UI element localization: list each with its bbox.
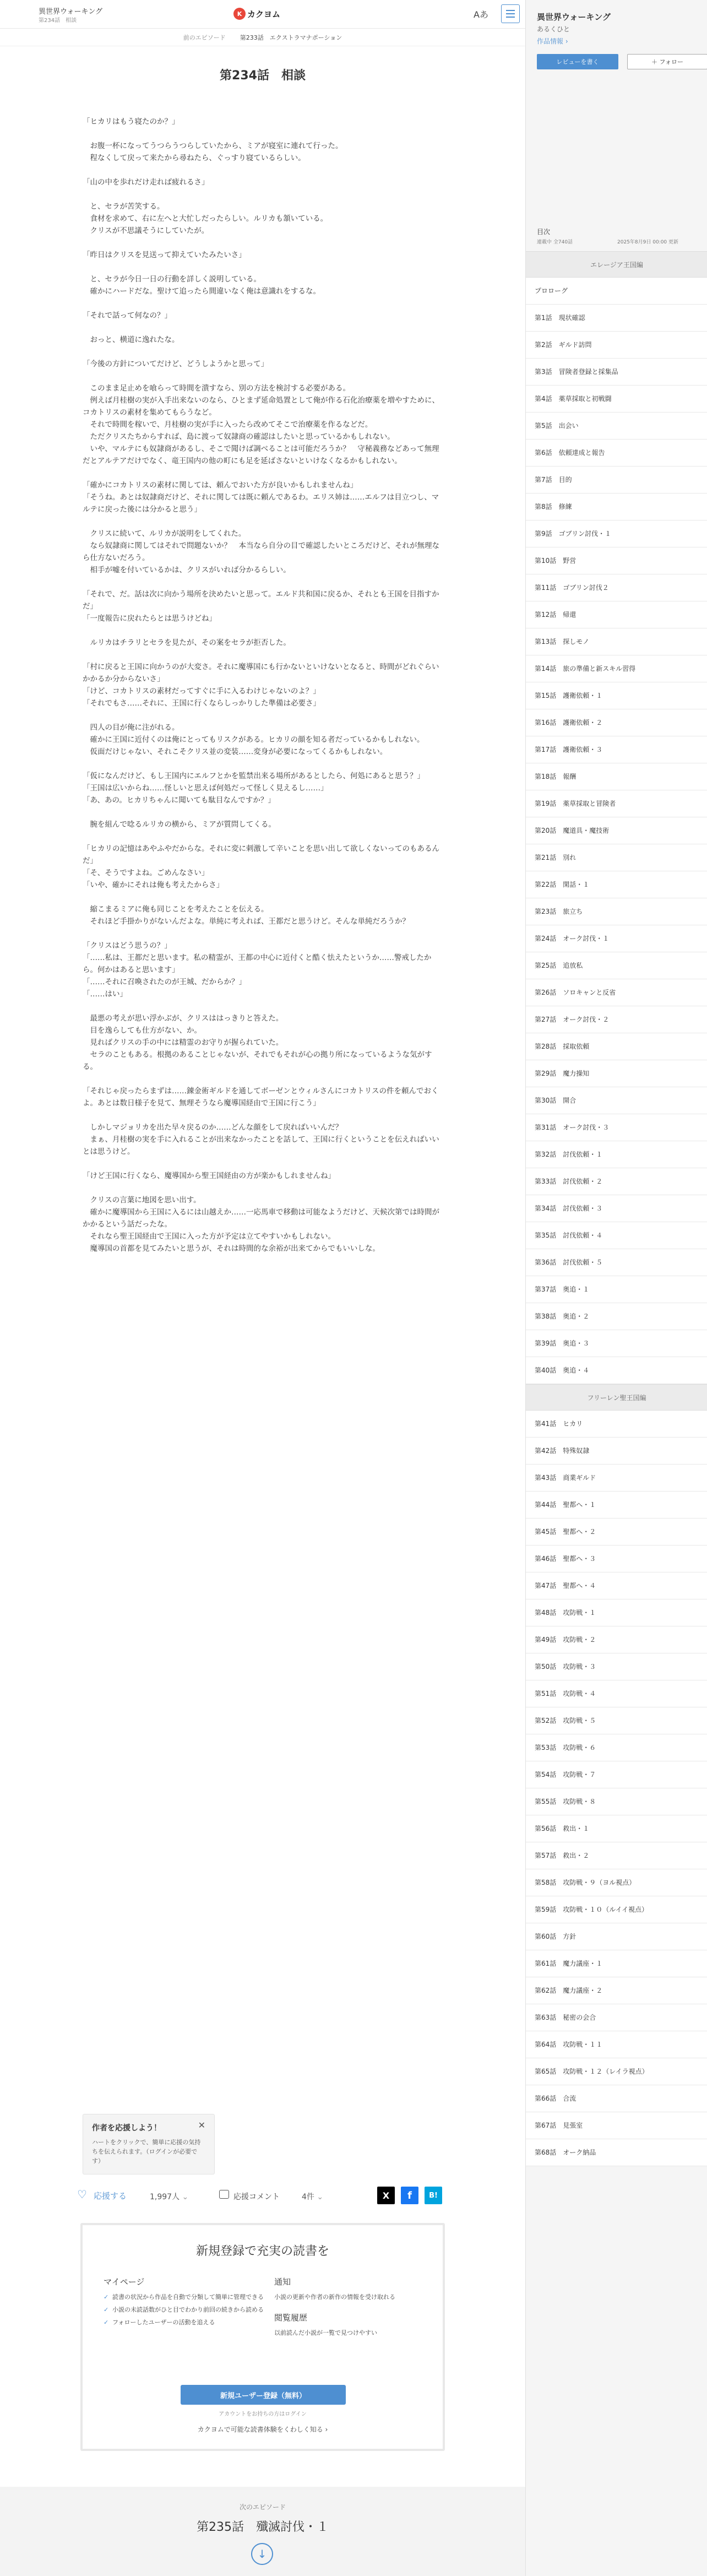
toc-episode-link[interactable]: 第42話 特殊奴隷 <box>526 1438 707 1465</box>
prev-episode-link[interactable]: 前のエピソード <box>183 34 226 41</box>
body-paragraph: それで時間を稼いで、月桂樹の実が手に入ったら改めてそこで治療薬を作るなどだ。 <box>83 420 373 429</box>
toc-episode-link[interactable]: 第31話 オーク討伐・３ <box>526 1114 707 1141</box>
body-paragraph <box>83 467 446 479</box>
toc-episode-link[interactable]: 第18話 報酬 <box>526 763 707 790</box>
toc-episode-link[interactable]: 第28話 採取依頼 <box>526 1033 707 1060</box>
body-paragraph: 魔導国の首都を見てみたいと思うが、それは時間的な余裕が出来てからでもいいしな。 <box>83 1244 380 1253</box>
body-paragraph: 「いや、確かにそれは俺も考えたからさ」 <box>83 881 224 890</box>
toc-episode-link[interactable]: 第13話 探しモノ <box>526 628 707 655</box>
learn-more-link[interactable]: カクヨムで可能な読書体験をくわしく知る › <box>197 2426 328 2433</box>
toc-episode-link[interactable]: 第35話 討伐依頼・４ <box>526 1222 707 1249</box>
body-paragraph: セラのこともある。根拠のあることじゃないが、それでもそれが心の拠り所になっているような気がする。 <box>83 1050 432 1071</box>
mypage-item: ✓ フォローしたユーザーの活動を追える <box>104 2318 269 2327</box>
share-x-icon[interactable]: X <box>377 2187 395 2204</box>
body-paragraph: 「ヒカリの記憶はあやふやだからな。それに変に刺激して辛いことを思い出して欲しくないってのもあるんだ」 <box>83 844 439 865</box>
episode-title: 第234話 相談 <box>220 69 306 83</box>
toc-episode-link[interactable]: 第50話 攻防戦・３ <box>526 1653 707 1680</box>
toc-episode-link[interactable]: 第29話 魔力操知 <box>526 1060 707 1087</box>
comment-count[interactable]: 4件 ⌄ <box>302 2193 324 2201</box>
body-paragraph <box>83 758 446 770</box>
body-paragraph: しかしマジョリカを出た早々戻るのか……どんな顔をして戻ればいいんだ？ <box>83 1123 343 1132</box>
body-paragraph: 「けど、コカトリスの素材だってすぐに手に入るわけじゃないのよ？」 <box>83 687 320 696</box>
body-paragraph: 「それでもさ……それに、王国に行くならしっかりした準備は必要さ」 <box>83 699 320 708</box>
toc-episode-link[interactable]: 第2話 ギルド訪問 <box>526 332 707 359</box>
body-paragraph: 確かに魔導国から王国に入るには山越えか……一応馬車で移動は可能なようだけど、天候次第では時間がかかるという話だったな。 <box>83 1208 439 1229</box>
toc-episode-link[interactable]: 第36話 討伐依頼・５ <box>526 1249 707 1276</box>
toc-episode-link[interactable]: 第15話 護衛依頼・１ <box>526 682 707 709</box>
episode-subtitle: 第234話 相談 <box>39 18 77 24</box>
next-episode-label: 次のエピソード <box>239 2503 286 2511</box>
toc-episode-link[interactable]: 第3話 冒険者登録と採集品 <box>526 359 707 386</box>
body-paragraph: 程なくして戻って来たから尋ねたら、ぐっすり寝ているらしい。 <box>83 154 306 162</box>
toc-episode-link[interactable]: 第25話 追放私 <box>526 952 707 979</box>
toc-episode-link[interactable]: 第30話 開合 <box>526 1087 707 1114</box>
body-paragraph: 「けど王国に行くなら、魔導国から聖王国経由の方が楽かもしれませんね」 <box>83 1172 335 1180</box>
comment-icon[interactable] <box>219 2190 229 2199</box>
body-paragraph: 見ればクリスの手の中には精霊のお守りが握られていた。 <box>83 1038 284 1047</box>
body-paragraph: それほど手掛かりがないんだよな。単純に考えれば、王都だと思うけど。そんな単純だろうか？ <box>83 917 410 926</box>
body-paragraph <box>83 928 446 940</box>
body-paragraph: クリスが不思議そうにしていたが。 <box>83 226 209 235</box>
toc-episode-link[interactable]: 第7話 目的 <box>526 467 707 493</box>
hamburger-icon <box>506 10 515 11</box>
body-paragraph <box>83 322 446 334</box>
body-paragraph <box>83 188 446 200</box>
body-paragraph: 「そ、そうですよね。ごめんなさい」 <box>83 869 209 877</box>
body-paragraph: 「昨日はクリスを見送って抑えていたみたいさ」 <box>83 251 246 259</box>
body-paragraph: 「確かにコカトリスの素材に関しては、頼んでおいた方が良いかもしれませんね」 <box>83 481 358 490</box>
next-episode-title[interactable]: 第235話 殲滅討伐・１ <box>197 2520 329 2534</box>
toc-episode-link[interactable]: 第33話 討伐依頼・２ <box>526 1168 707 1195</box>
toc-episode-link[interactable]: 第59話 攻防戦・１０（ルイイ視点） <box>526 1896 707 1923</box>
toc-episode-link[interactable]: 第21話 別れ <box>526 844 707 871</box>
body-paragraph <box>83 261 446 273</box>
body-paragraph: 「王国は広いからね……怪しいと思えば何処だって怪しく見えるし……」 <box>83 784 328 793</box>
body-paragraph <box>83 164 446 176</box>
toc-episode-link[interactable]: 第68話 オーク納品 <box>526 2139 707 2166</box>
arrow-down-icon[interactable]: ↓ <box>251 2543 273 2565</box>
body-paragraph <box>83 516 446 528</box>
notify-heading: 通知 <box>274 2277 291 2287</box>
body-paragraph: 四人の目が俺に注がれる。 <box>83 723 180 732</box>
toc-episode-link[interactable]: 第24話 オーク討伐・１ <box>526 925 707 952</box>
body-paragraph: と、セラが苦笑する。 <box>83 202 165 211</box>
prev-episode-title[interactable]: 第233話 エクストラマナポーション <box>240 34 342 41</box>
body-paragraph: 「……はい」 <box>83 990 127 999</box>
heart-icon[interactable]: ♡ <box>77 2188 87 2201</box>
toc-episode-link[interactable]: 第16話 護衛依頼・２ <box>526 709 707 736</box>
cheer-popup-text: ハートをクリックで、簡単に応援の気持ちを伝えられます。（ログインが必要です） <box>92 2139 201 2165</box>
body-paragraph <box>83 831 446 843</box>
toc-episode-link[interactable]: 第10話 野営 <box>526 547 707 574</box>
toc-status: 連載中 全740話 <box>537 240 573 245</box>
chapter-heading[interactable]: フリーレン聖王国編 <box>526 1384 707 1411</box>
chevron-down-icon: ⌄ <box>317 2193 324 2201</box>
body-paragraph: 相手が嘘を付いているかは、クリスがいれば分かるらしい。 <box>83 566 291 574</box>
body-paragraph <box>83 346 446 358</box>
toc-episode-link[interactable]: 第63話 秘密の会合 <box>526 2004 707 2031</box>
toc-episode-link[interactable]: 第5話 出会い <box>526 413 707 440</box>
notify-text: 小説の更新や作者の新作の情報を受け取れる <box>274 2293 395 2301</box>
history-heading: 閲覧履歴 <box>274 2313 308 2323</box>
body-paragraph: 「山の中を歩れだけ走れば疲れるさ」 <box>83 178 209 187</box>
chevron-down-icon: ⌄ <box>182 2193 189 2201</box>
body-paragraph: 「それで話って何なの？」 <box>83 311 172 320</box>
body-paragraph: なら奴隷商に関してはそれで問題ないか？ 本当なら自分の目で確認したいところだけど、それが無理なら仕方ないだろう。 <box>83 541 439 562</box>
next-episode[interactable] <box>0 2487 525 2576</box>
register-promo <box>80 2223 445 2451</box>
toc-episode-link[interactable]: 第47話 聖都へ・４ <box>526 1572 707 1599</box>
toc-episode-link[interactable]: 第1話 現状確認 <box>526 305 707 332</box>
toc-episode-link[interactable]: 第32話 討伐依頼・１ <box>526 1141 707 1168</box>
toc-updated: 2025年8月9日 00:00 更新 <box>617 240 679 245</box>
notify-section <box>274 2276 428 2347</box>
toc-episode-link[interactable]: 第56話 救出・１ <box>526 1815 707 1842</box>
cheer-popup <box>83 2114 215 2174</box>
follow-button[interactable]: ＋ フォロー <box>627 54 707 69</box>
body-paragraph <box>83 1109 446 1121</box>
toc-episode-link[interactable]: 第48話 攻防戦・１ <box>526 1599 707 1626</box>
body-paragraph: 「……私は、王都だと思います。私の精霊が、王都の中心に近付くと酷く怯えたというか……警戒したから。何かはあると思います」 <box>83 953 432 974</box>
login-note[interactable]: アカウントをお持ちの方はログイン <box>219 2411 307 2417</box>
logo-text: カクヨム <box>247 9 281 19</box>
toc-episode-link[interactable]: 第61話 魔力議座・１ <box>526 1950 707 1977</box>
body-paragraph: 仮面だけじゃない、それこそクリス並の変装……変身が必要になってくるかもしれない。 <box>83 747 388 756</box>
body-paragraph: クリスの言葉に地図を思い出す。 <box>83 1196 201 1205</box>
toc-episode-link[interactable]: 第17話 護衛依頼・３ <box>526 736 707 763</box>
body-paragraph: 「一度報告に戻れたらとは思うけどね」 <box>83 614 216 623</box>
toc-episode-link[interactable]: 第46話 聖都へ・３ <box>526 1545 707 1572</box>
body-paragraph: このまま足止めを喰らって時間を潰すなら、別の方法を検討する必要がある。 <box>83 384 350 393</box>
body-paragraph <box>83 1182 446 1194</box>
toc-episode-link[interactable]: 第53話 攻防戦・６ <box>526 1734 707 1761</box>
chapter-episodes <box>526 278 707 1384</box>
toc-episode-link[interactable]: 第9話 ゴブリン討伐・１ <box>526 520 707 547</box>
cheer-button[interactable]: 応援する <box>94 2191 127 2201</box>
toc-episode-link[interactable]: 第11話 ゴブリン討伐２ <box>526 574 707 601</box>
body-paragraph: いや、マルテにも奴隷商があるし、そこで聞けば調べることは可能だろうか？ 守秘義務などあって無理だとアルテアだけでなく、竜王国内の他の町にも足を延ばさないといけなくなるかもしれない。 <box>83 444 439 465</box>
chapter-heading[interactable]: エレージア王国編 <box>526 251 707 278</box>
toc-episode-link[interactable]: 第45話 聖都へ・２ <box>526 1519 707 1545</box>
body-paragraph: 「そうね。あとは奴隷商だけど、それに関しては既に頼んであるわ。エリス姉は……エルフは目立つし、マルテに戻った後には分かると思う」 <box>83 493 439 514</box>
toc-episode-link[interactable]: 第27話 オーク討伐・２ <box>526 1006 707 1033</box>
review-button[interactable]: レビューを書く <box>537 54 618 69</box>
body-paragraph: 例えば月桂樹の実が入手出来ないのなら、ひとまず延命処置として俺が作る石化治療薬を増やすために、コカトリスの素材を集めてもらうなど。 <box>83 396 439 417</box>
body-paragraph <box>83 237 446 249</box>
toc-episode-link[interactable]: 第6話 依頼達成と報告 <box>526 440 707 467</box>
sidebar <box>525 0 707 2576</box>
body-paragraph <box>83 128 446 140</box>
kakuyomu-logo[interactable] <box>233 7 280 20</box>
mypage-heading: マイページ <box>104 2277 145 2287</box>
toc-episode-link[interactable]: 第58話 攻防戦・９（ヨル視点） <box>526 1869 707 1896</box>
register-button[interactable]: 新規ユーザー登録（無料） <box>181 2385 346 2405</box>
toc-episode-link[interactable]: 第66話 合流 <box>526 2085 707 2112</box>
body-paragraph: 縮こまるミアに俺も同じことを考えたことを伝える。 <box>83 905 269 914</box>
toc-heading: 目次 <box>537 228 551 236</box>
body-paragraph <box>83 1158 446 1170</box>
sidebar-work-title[interactable]: 異世界ウォーキング <box>537 12 611 22</box>
toc-episode-link[interactable]: 第39話 奥追・３ <box>526 1330 707 1357</box>
body-paragraph <box>83 806 446 818</box>
toc-episode-link[interactable]: 第37話 奥追・１ <box>526 1276 707 1303</box>
toc-episode-link[interactable]: 第22話 閑話・１ <box>526 871 707 898</box>
toc-episode-link[interactable]: 第14話 旅の準備と新スキル習得 <box>526 655 707 682</box>
body-paragraph <box>83 649 446 661</box>
body-paragraph: ただクリスたちからすれば、島に渡って奴隷商の確認はしたいと思っているかもしれない。 <box>83 432 395 441</box>
toc-episode-link[interactable]: 第4話 薬草採取と初戦闘 <box>526 386 707 413</box>
toc-episode-link[interactable]: 第20話 魔道具・魔技術 <box>526 817 707 844</box>
toc-episode-link[interactable]: プロローグ <box>526 278 707 305</box>
body-paragraph: 「仮になんだけど、もし王国内にエルフとかを監禁出来る場所があるとしたら、何処にあると思う？」 <box>83 772 425 780</box>
body-paragraph: お腹一杯になってうつらうつらしていたから、ミアが寝室に連れて行った。 <box>83 142 343 150</box>
mypage-item: ✓ 読書の状況から作品を自動で分類して簡単に管理できる <box>104 2293 269 2302</box>
share-facebook-icon[interactable]: f <box>401 2187 418 2204</box>
body-paragraph: 確かに王国に近付くのは俺にとってもリスクがある。ヒカリの顔を知る者だっているかもしれない。 <box>83 735 425 744</box>
chapter-episodes <box>526 1411 707 2166</box>
share-hatena-icon[interactable]: B! <box>425 2187 442 2204</box>
body-paragraph: 「……それに召喚されたのが王城、だからか？」 <box>83 978 246 986</box>
toc-list <box>526 251 707 2166</box>
display-settings-button[interactable]: Aあ <box>474 9 488 20</box>
toc-episode-link[interactable]: 第65話 攻防戦・１２（レイラ視点） <box>526 2058 707 2085</box>
toc-episode-link[interactable]: 第43話 商業ギルド <box>526 1465 707 1492</box>
toc-episode-link[interactable]: 第55話 攻防戦・８ <box>526 1788 707 1815</box>
toc-episode-link[interactable]: 第40話 奥追・４ <box>526 1357 707 1384</box>
body-paragraph: 目を逸らしても仕方がない、か。 <box>83 1026 202 1035</box>
body-paragraph: 「村に戻ると王国に向かうのが大変さ。それに魔導国にも行かないといけないとなると、時間がどれぐらいかかるか分からないさ」 <box>83 663 439 684</box>
body-paragraph: おっと、横道に逸れたな。 <box>83 335 180 344</box>
register-title: 新規登録で充実の読書を <box>195 2244 329 2258</box>
toc-episode-link[interactable]: 第64話 攻防戦・１１ <box>526 2031 707 2058</box>
toc-episode-link[interactable]: 第54話 攻防戦・７ <box>526 1761 707 1788</box>
toc-episode-link[interactable]: 第8話 修練 <box>526 493 707 520</box>
toc-episode-link[interactable]: 第34話 討伐依頼・３ <box>526 1195 707 1222</box>
body-paragraph <box>83 1000 446 1012</box>
header <box>0 0 525 29</box>
mypage-item: ✓ 小説の未読話数がひと目でわかり前回の続きから読める <box>104 2306 269 2314</box>
action-bar <box>77 2187 446 2203</box>
body-paragraph <box>83 370 446 382</box>
close-icon[interactable]: ✕ <box>198 2120 205 2130</box>
toc-episode-link[interactable]: 第19話 薬草採取と冒険者 <box>526 790 707 817</box>
work-title-link[interactable]: 異世界ウォーキング <box>39 8 103 16</box>
episode-nav <box>0 29 525 46</box>
episode-body <box>83 116 446 1255</box>
body-paragraph <box>83 891 446 903</box>
cheer-popup-title: 作者を応援しよう！ <box>92 2124 161 2133</box>
body-paragraph: まぁ、月桂樹の実を手に入れることが出来なかったことを話して、王国に行くということを伝えればいいとは思うけど。 <box>83 1135 439 1156</box>
comment-button[interactable]: 応援コメント <box>233 2193 280 2201</box>
toc-episode-link[interactable]: 第67話 見張室 <box>526 2112 707 2139</box>
toc-episode-link[interactable]: 第60話 方針 <box>526 1923 707 1950</box>
toc-episode-link[interactable]: 第62話 魔力議座・２ <box>526 1977 707 2004</box>
mypage-section <box>104 2276 269 2331</box>
body-paragraph: 「あ、あの。ヒカリちゃんに聞いても駄目なんですか？」 <box>83 796 275 805</box>
menu-button[interactable] <box>501 4 520 23</box>
toc-episode-link[interactable]: 第51話 攻防戦・４ <box>526 1680 707 1707</box>
toc-episode-link[interactable]: 第49話 攻防戦・２ <box>526 1626 707 1653</box>
body-paragraph <box>83 709 446 722</box>
toc-episode-link[interactable]: 第52話 攻防戦・５ <box>526 1707 707 1734</box>
toc-episode-link[interactable]: 第41話 ヒカリ <box>526 1411 707 1438</box>
body-paragraph: と、セラが今日一日の行動を詳しく説明している。 <box>83 275 261 284</box>
history-text: 以前読んだ小説が一覧で見つけやすい <box>274 2329 377 2336</box>
body-paragraph: 確かにハードだな。聖けて追ったら間違いなく俺は意識れをするな。 <box>83 287 320 296</box>
body-paragraph: ルリカはチラリとセラを見たが、その案をセラが拒否した。 <box>83 638 291 647</box>
body-paragraph: 最悪の考えが思い浮かぶが、クリスははっきりと答えた。 <box>83 1014 284 1023</box>
sidebar-author[interactable]: あるくひと <box>537 25 570 33</box>
toc-episode-link[interactable]: 第57話 救出・２ <box>526 1842 707 1869</box>
body-paragraph: 腕を組んで唸るルリカの横から、ミアが質問してくる。 <box>83 820 276 829</box>
body-paragraph: 「クリスはどう思うの？」 <box>83 941 172 950</box>
body-paragraph: 「今後の方針についてだけど、どうしようかと思って」 <box>83 360 269 368</box>
toc-episode-link[interactable]: 第44話 聖都へ・１ <box>526 1492 707 1519</box>
body-paragraph <box>83 576 446 588</box>
toc-episode-link[interactable]: 第12話 帰還 <box>526 601 707 628</box>
body-paragraph <box>83 1073 446 1085</box>
toc-episode-link[interactable]: 第26話 ソロキャンと反省 <box>526 979 707 1006</box>
toc-episode-link[interactable]: 第38話 奥追・２ <box>526 1303 707 1330</box>
body-paragraph <box>83 625 446 637</box>
body-paragraph: それなら聖王国経由で王国に入った方が予定は立てやすいかもしれない。 <box>83 1232 335 1241</box>
logo-icon: K <box>233 8 246 20</box>
body-paragraph: 「それで、だ。話は次に向かう場所を決めたいと思って。エルド共和国に戻るか、それとも王国を目指すかだ」 <box>83 590 439 611</box>
body-paragraph <box>83 297 446 310</box>
toc-episode-link[interactable]: 第23話 旅立ち <box>526 898 707 925</box>
body-paragraph: 「ヒカリはもう寝たのか？」 <box>83 117 180 126</box>
body-paragraph: 食材を求めて、右に左へと大忙しだったらしい。ルリカも頷いている。 <box>83 214 328 223</box>
body-paragraph: 「それじゃ戻ったらまずは……錬金術ギルドを通してボーゼンとウィルさんにコカトリスの件を頼んでおくよ。あとは数日様子を見て、無理そうなら魔導国経由で王国に行こう」 <box>83 1087 439 1108</box>
work-info-link[interactable]: 作品情報 › <box>537 37 568 45</box>
cheer-count[interactable]: 1,997人 ⌄ <box>150 2193 189 2201</box>
body-paragraph: クリスに続いて、ルリカが説明をしてくれた。 <box>83 529 246 538</box>
